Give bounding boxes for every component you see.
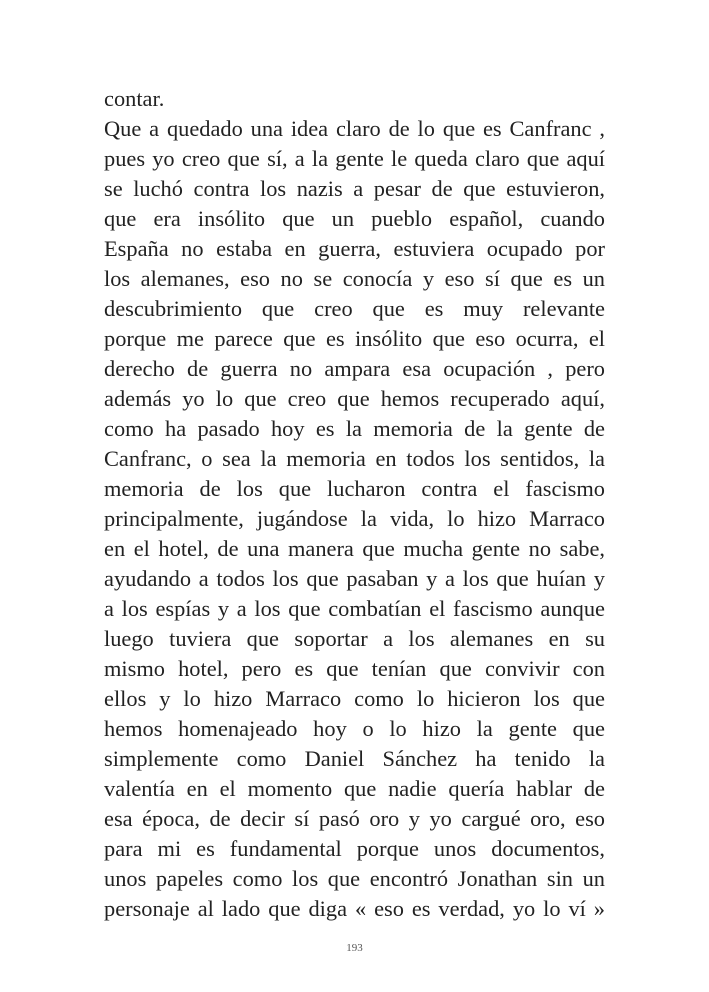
text-line: derecho de guerra no ampara esa ocupación , pero: [104, 356, 605, 381]
text-line: se luchó contra los nazis a pesar de que estuvieron,: [104, 176, 605, 201]
text-line: pues yo creo que sí, a la gente le queda claro que aquí: [104, 146, 605, 171]
text-line: para mi es fundamental porque unos documentos,: [104, 836, 605, 861]
text-line: esa época, de decir sí pasó oro y yo cargué oro, eso: [104, 806, 605, 831]
text-line: descubrimiento que creo que es muy relevante: [104, 296, 605, 321]
text-line: los alemanes, eso no se conocía y eso sí que es un: [104, 266, 605, 291]
text-line: ellos y lo hizo Marraco como lo hicieron los que: [104, 686, 605, 711]
page-number: 193: [346, 942, 363, 954]
text-line: valentía en el momento que nadie quería hablar de: [104, 776, 605, 801]
text-line: principalmente, jugándose la vida, lo hizo Marraco: [104, 506, 605, 531]
text-line: además yo lo que creo que hemos recuperado aquí,: [104, 386, 605, 411]
text-line: a los espías y a los que combatían el fascismo aunque: [104, 596, 605, 621]
text-line: ayudando a todos los que pasaban y a los que huían y: [104, 566, 605, 591]
text-line: Que a quedado una idea claro de lo que es Canfranc ,: [104, 116, 605, 141]
text-line: que era insólito que un pueblo español, cuando: [104, 206, 605, 231]
text-line: personaje al lado que diga « eso es verdad, yo lo ví »: [104, 896, 605, 921]
body-text: [104, 84, 605, 924]
text-line: Canfranc, o sea la memoria en todos los sentidos, la: [104, 446, 605, 471]
text-line: España no estaba en guerra, estuviera ocupado por: [104, 236, 605, 261]
text-line: como ha pasado hoy es la memoria de la gente de: [104, 416, 605, 441]
text-line: memoria de los que lucharon contra el fascismo: [104, 476, 605, 501]
text-line: hemos homenajeado hoy o lo hizo la gente que: [104, 716, 605, 741]
text-line: porque me parece que es insólito que eso ocurra, el: [104, 326, 605, 351]
text-line: contar.: [104, 86, 165, 111]
text-line: simplemente como Daniel Sánchez ha tenido la: [104, 746, 605, 771]
text-line: mismo hotel, pero es que tenían que convivir con: [104, 656, 605, 681]
text-line: unos papeles como los que encontró Jonathan sin un: [104, 866, 605, 891]
text-line: luego tuviera que soportar a los alemanes en su: [104, 626, 605, 651]
text-line: en el hotel, de una manera que mucha gente no sabe,: [104, 536, 605, 561]
